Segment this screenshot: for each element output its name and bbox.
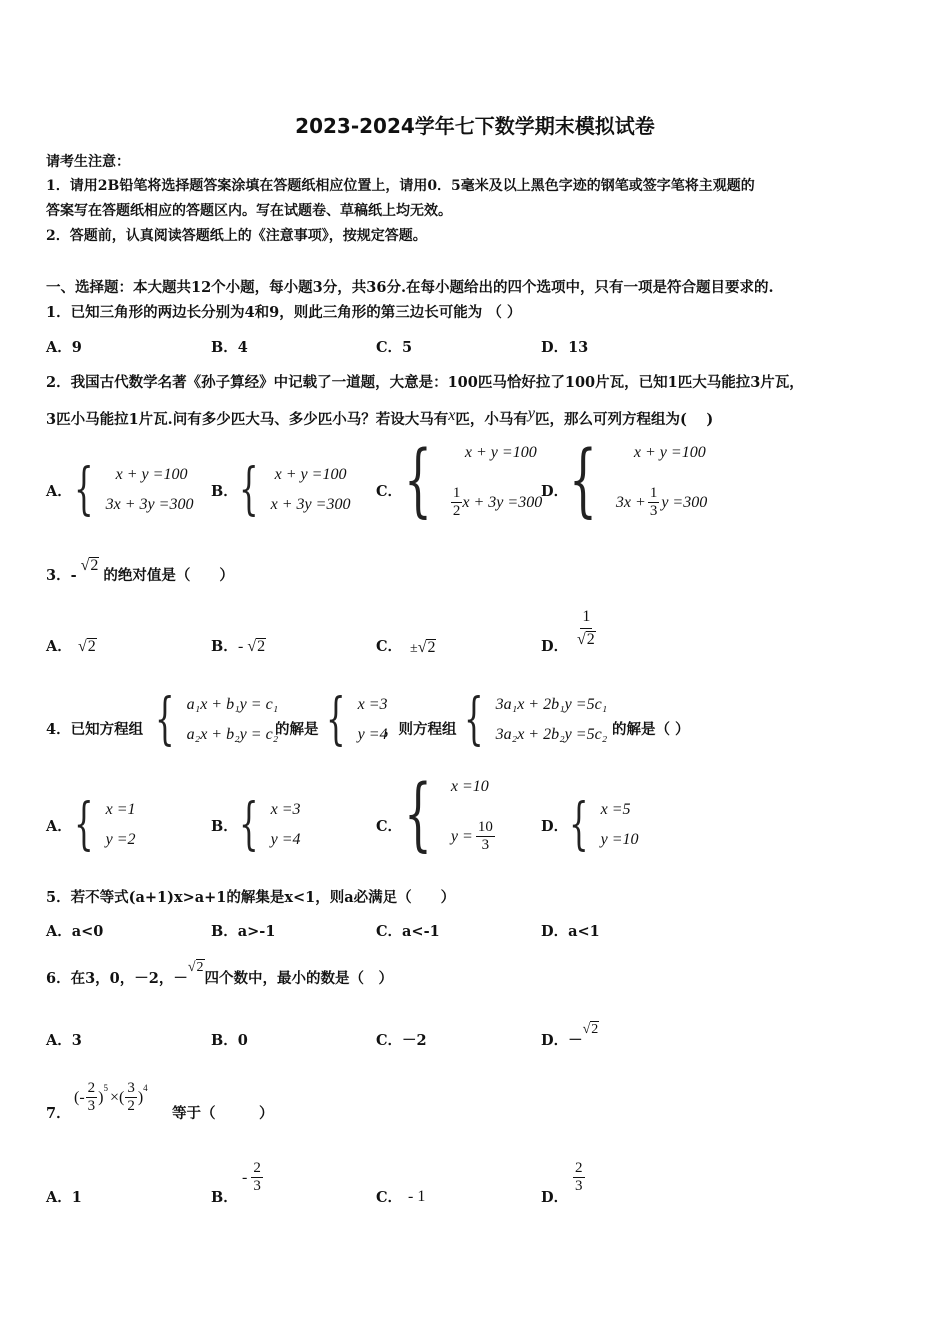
q4-stem-d: 的解是（ ） [612,721,690,738]
q3-option-b-value[interactable]: - √2 [238,638,266,655]
page-title: 2023-2024学年七下数学期末模拟试卷 [295,114,655,138]
notice-heading: 请考生注意： [46,154,130,170]
q1-option-a[interactable]: A．9 [46,339,82,356]
q5-option-d[interactable]: D．a<1 [541,923,600,940]
q4-option-c-label[interactable]: C． [376,818,403,835]
q7-option-a[interactable]: A．1 [46,1189,82,1206]
q2-option-c-label[interactable]: C． [376,483,403,500]
q4-option-b-system[interactable]: { x =3 y =4 [239,792,301,857]
q4-given-solution: { x =3 y =4 [326,687,388,752]
q7-option-d-label[interactable]: D． [541,1189,569,1206]
q2-option-b-label[interactable]: B． [211,483,238,500]
q3-option-d-label[interactable]: D． [541,638,569,655]
q3-option-d-value[interactable]: $\frac{1}{√2}$ [577,608,595,648]
q7-stem: 等于（ ） [172,1105,274,1122]
q3-option-c-label[interactable]: C． [376,638,403,655]
q4-stem-c: ，则方程组 [384,721,457,738]
q4-stem-a: 4．已知方程组 [46,721,144,738]
q2-stem-line1: 2．我国古代数学名著《孙子算经》中记载了一道题，大意是：100匹马恰好拉了100片瓦，已知1匹大马能拉3片瓦， [46,374,804,391]
q5-option-c[interactable]: C．a<-1 [376,923,440,940]
q1-stem: 1．已知三角形的两边长分别为4和9，则此三角形的第三边长可能为 （ ） [46,304,522,321]
notice-line-3: 2．答题前，认真阅读答题纸上的《注意事项》，按规定答题。 [46,228,427,244]
q2-option-a-system[interactable]: { x + y =100 3x + 3y =300 [74,457,194,522]
q3-option-a-value[interactable]: √2 [78,638,96,655]
q3-stem: 3．-√2的绝对值是（ ） [46,557,234,584]
q7-option-b-label[interactable]: B． [211,1189,238,1206]
q5-option-a[interactable]: A．a<0 [46,923,104,940]
q1-option-d[interactable]: D．13 [541,339,589,356]
q3-option-a-label[interactable]: A． [46,638,72,655]
q7-option-d-value[interactable]: $\frac{2}{3}$ [575,1160,583,1194]
q7-number: 7． [46,1105,71,1122]
q4-option-c-system[interactable]: { x =10 y = $\frac{10}{3}$ [404,767,493,860]
q4-option-d-label[interactable]: D． [541,818,569,835]
q4-option-b-label[interactable]: B． [211,818,238,835]
q2-option-b-system[interactable]: { x + y =100 x + 3y =300 [239,457,351,522]
q2-stem-line2: 3匹小马能拉1片瓦.问有多少匹大马、多少匹小马？若设大马有x匹，小马有y匹，那么可列方程组为( ) [46,405,714,428]
q6-option-c[interactable]: C．－2 [376,1032,427,1049]
q2-option-a-label[interactable]: A． [46,483,72,500]
q7-option-b-value[interactable]: - $\frac{2}{3}$ [242,1160,261,1194]
q5-option-b[interactable]: B．a>-1 [211,923,276,940]
q4-option-a-label[interactable]: A． [46,818,72,835]
q5-stem: 5．若不等式(a+1)x>a+1的解集是x<1，则a必满足（ ） [46,889,456,906]
q2-option-c-system[interactable]: { x + y =100 $\frac{1}{2}$ x + 3y =300 [404,433,543,526]
q4-option-d-system[interactable]: { x =5 y =10 [569,792,639,857]
q6-option-d[interactable]: D．－√2 [541,1022,599,1049]
q4-given-system: { a₁x + b₁y = c₁ a₂x + b₂y = c₂ [155,687,279,752]
q4-new-system: { 3a₁x + 2b₁y =5c₁ 3a₂x + 2b₂y =5c₂ [464,687,608,752]
notice-line-1: 1．请用2B铅笔将选择题答案涂填在答题纸相应位置上，请用0．5毫米及以上黑色字迹的钢笔或签字笔将主观题的 [46,178,755,194]
q3-option-c-value[interactable]: ±√2 [410,639,436,656]
q7-expression: (- $\frac{2}{3}$ ) 5 ×( $\frac{3}{2}$ ) 4 [74,1080,148,1114]
notice-line-2: 答案写在答题纸相应的答题区内。写在试题卷、草稿纸上均无效。 [46,203,452,219]
q1-option-c[interactable]: C．5 [376,339,413,356]
q6-stem: 6．在3，0，－2，－√2四个数中，最小的数是（ ） [46,960,394,987]
q4-stem-b: 的解是 [275,721,319,738]
q3-option-b-label[interactable]: B． [211,638,238,655]
q1-option-b[interactable]: B．4 [211,339,248,356]
q6-option-a[interactable]: A．3 [46,1032,82,1049]
q2-option-d-system[interactable]: { x + y =100 3x + $\frac{1}{3}$ y =300 [569,433,708,526]
section-heading: 一、选择题：本大题共12个小题，每小题3分，共36分.在每小题给出的四个选项中，只有一项是符合题目要求的. [46,279,774,296]
q7-option-c-label[interactable]: C． [376,1189,403,1206]
q7-option-c-value[interactable]: - 1 [408,1188,426,1205]
q6-option-b[interactable]: B．0 [211,1032,248,1049]
q4-option-a-system[interactable]: { x =1 y =2 [74,792,136,857]
q2-option-d-label[interactable]: D． [541,483,569,500]
